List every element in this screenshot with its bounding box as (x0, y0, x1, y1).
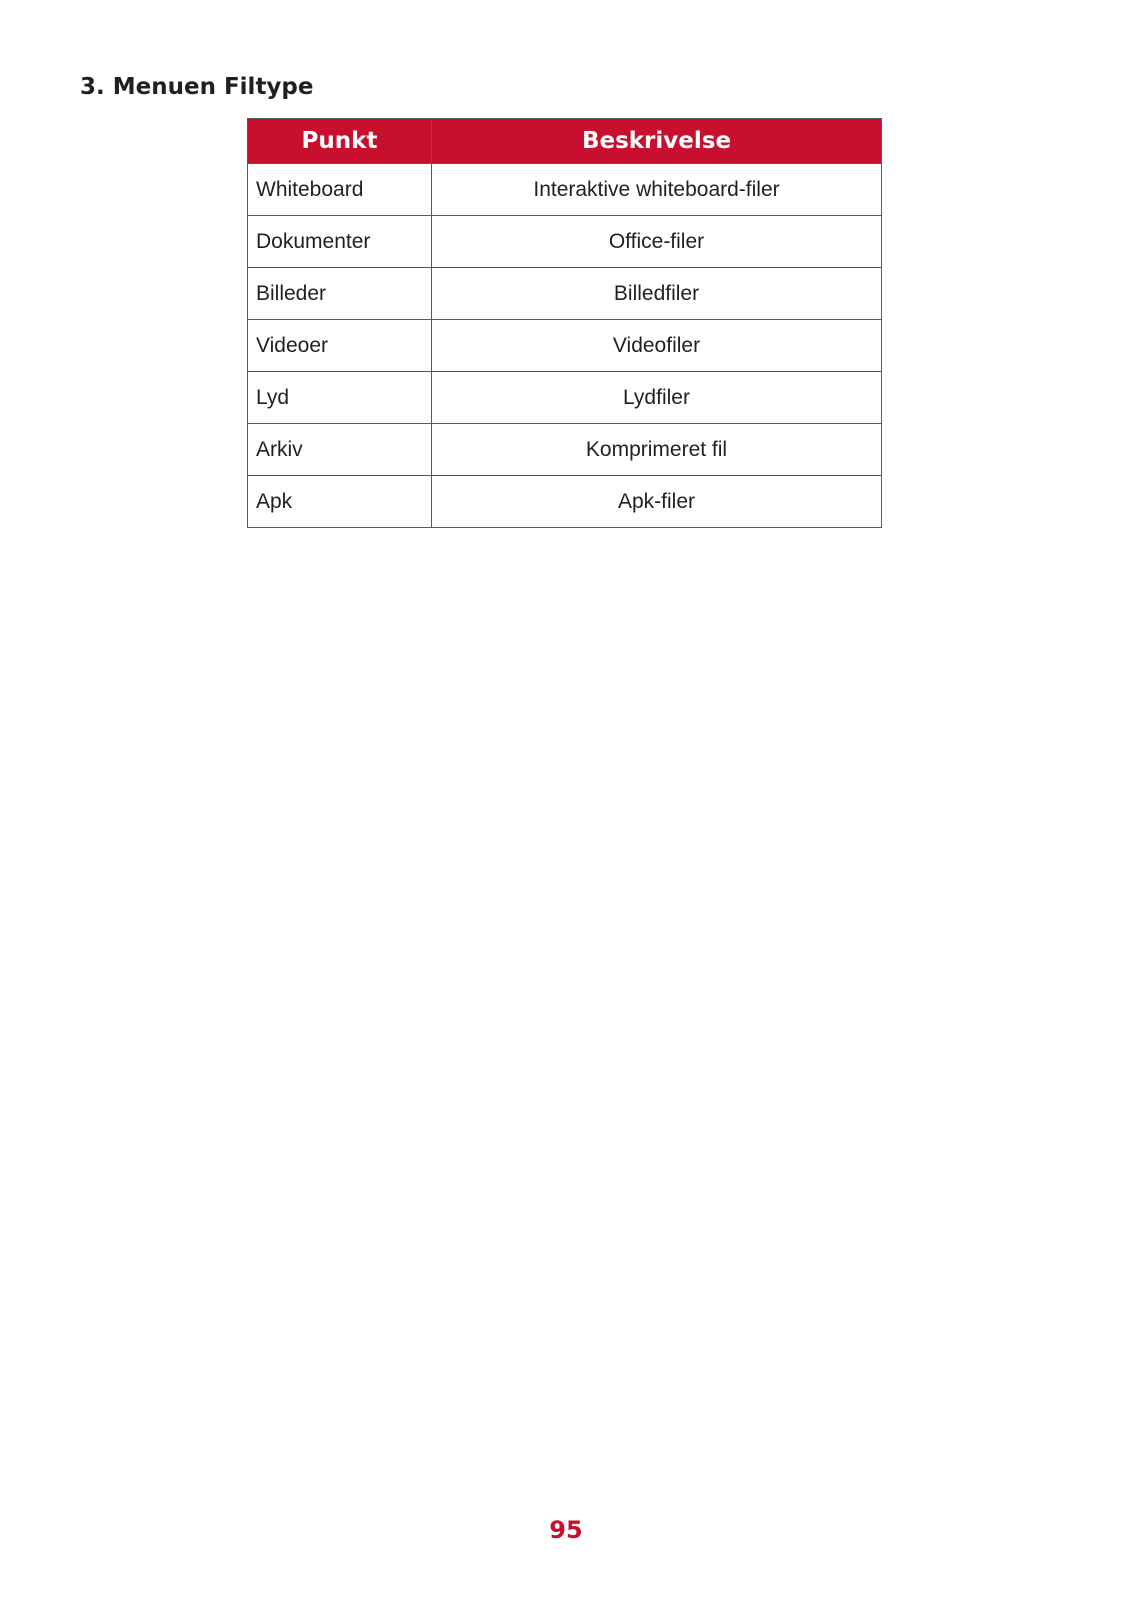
table-row (248, 268, 882, 320)
table-row (248, 424, 882, 476)
row-item: Lyd (248, 372, 432, 424)
section-title: 3. Menuen Filtype (80, 74, 314, 100)
row-item: Apk (248, 476, 432, 528)
table-row (248, 372, 882, 424)
row-description: Interaktive whiteboard-filer (432, 164, 882, 216)
row-item: Billeder (248, 268, 432, 320)
row-description: Apk-filer (432, 476, 882, 528)
table-row (248, 476, 882, 528)
table-row (248, 216, 882, 268)
row-description: Office-filer (432, 216, 882, 268)
row-description: Lydfiler (432, 372, 882, 424)
table-row (248, 164, 882, 216)
table-row (248, 320, 882, 372)
page-number: 95 (549, 1516, 583, 1544)
header-description: Beskrivelse (432, 119, 882, 164)
file-type-menu-table (247, 118, 882, 528)
row-description: Videofiler (432, 320, 882, 372)
row-item: Arkiv (248, 424, 432, 476)
row-description: Komprimeret fil (432, 424, 882, 476)
row-item: Videoer (248, 320, 432, 372)
row-item: Whiteboard (248, 164, 432, 216)
row-item: Dokumenter (248, 216, 432, 268)
table-header-row (248, 119, 882, 164)
header-item: Punkt (248, 119, 432, 164)
row-description: Billedfiler (432, 268, 882, 320)
